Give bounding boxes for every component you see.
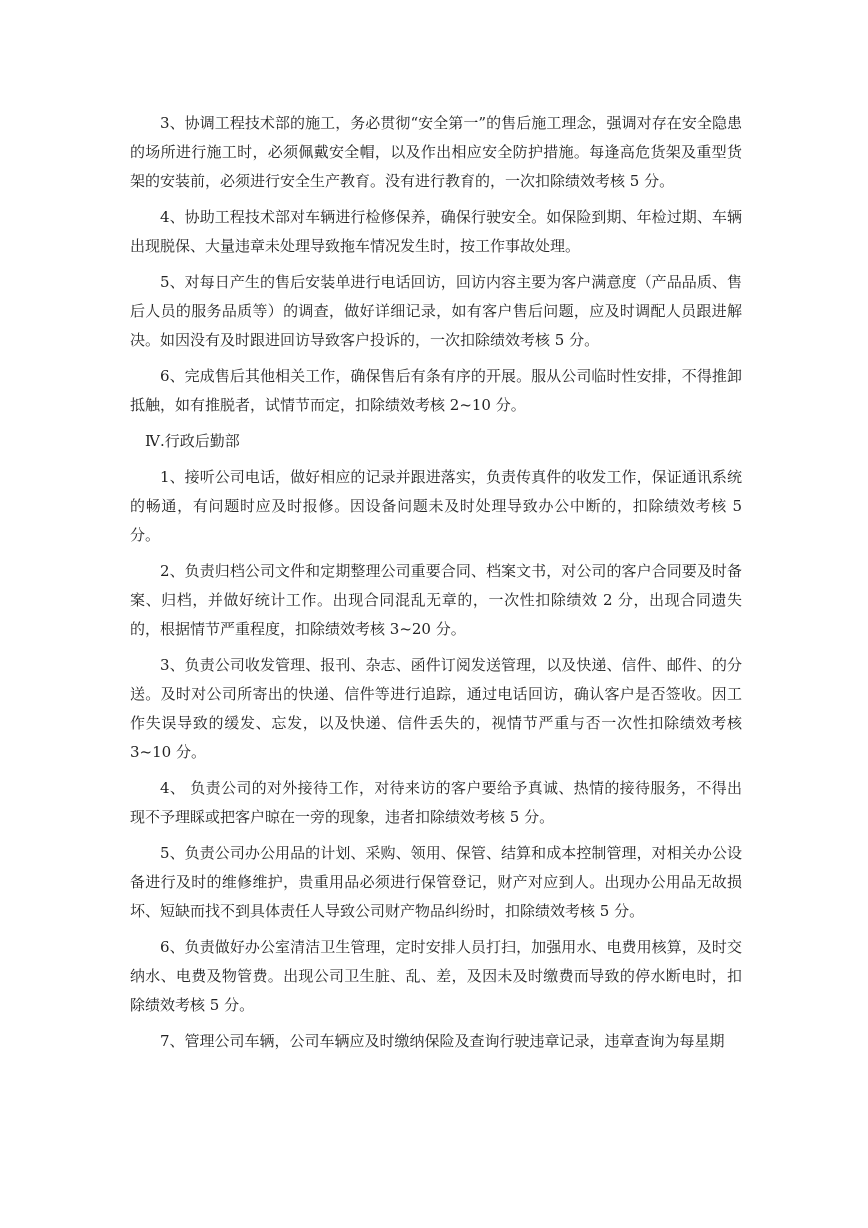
paragraph-admin-6-cleaning: 6、负责做好办公室清洁卫生管理，定时安排人员打扫，加强用水、电费用核算，及时交纳水、电费及物管费。出现公司卫生脏、乱、差，及因未及时缴费而导致的停水断电时，扣除绩效考核 5 分。 <box>130 938 742 1014</box>
paragraph-5-phone-followup: 5、对每日产生的售后安装单进行电话回访，回访内容主要为客户满意度（产品品质、售后人员的服务品质等）的调查，做好详细记录，如有客户售后问题，应及时调配人员跟进解决。如因没有及时跟进回访导致客户投诉的，一次扣除绩效考核 5 分。 <box>130 273 742 349</box>
paragraph-admin-4-reception: 4、 负责公司的对外接待工作，对待来访的客户要给予真诚、热情的接待服务，不得出现不予理睬或把客户晾在一旁的现象，违者扣除绩效考核 5 分。 <box>130 779 742 826</box>
document-page <box>130 109 742 1063</box>
section-heading: Ⅳ.行政后勤部 <box>145 432 240 450</box>
paragraph-4-vehicle-maintenance: 4、协助工程技术部对车辆进行检修保养，确保行驶安全。如保险到期、年检过期、车辆出现脱保、大量违章未处理导致拖车情况发生时，按工作事故处理。 <box>130 208 742 255</box>
paragraph-6-other-work: 6、完成售后其他相关工作，确保售后有条有序的开展。服从公司临时性安排，不得推卸抵触，如有推脱者，试情节而定，扣除绩效考核 2~10 分。 <box>130 367 742 414</box>
paragraph-admin-3-mail: 3、负责公司收发管理、报刊、杂志、函件订阅发送管理，以及快递、信件、邮件、的分送。及时对公司所寄出的快递、信件等进行追踪，通过电话回访，确认客户是否签收。因工作失误导致的缓发、忘发，以及快递、信件丢失的，视情节严重与否一次性扣除绩效考核 3~10 分。 <box>130 656 742 761</box>
paragraph-3-safety: 3、协调工程技术部的施工，务必贯彻“安全第一”的售后施工理念，强调对存在安全隐患的场所进行施工时，必须佩戴安全帽，以及作出相应安全防护措施。每逢高危货架及重型货架的安装前，必须进行安全生产教育。没有进行教育的，一次扣除绩效考核 5 分。 <box>130 114 742 190</box>
paragraph-admin-1-phone: 1、接听公司电话，做好相应的记录并跟进落实，负责传真件的收发工作，保证通讯系统的畅通，有问题时应及时报修。因设备问题未及时处理导致办公中断的，扣除绩效考核 5 分。 <box>130 468 742 544</box>
paragraph-admin-2-archive: 2、负责归档公司文件和定期整理公司重要合同、档案文书，对公司的客户合同要及时备案、归档，并做好统计工作。出现合同混乱无章的，一次性扣除绩效 2 分，出现合同遗失的，根据情节严重程度，扣除绩效考核 3~20 分。 <box>130 562 742 638</box>
paragraph-admin-7-vehicles: 7、管理公司车辆，公司车辆应及时缴纳保险及查询行驶违章记录，违章查询为每星期 <box>160 1032 725 1050</box>
paragraph-admin-5-supplies: 5、负责公司办公用品的计划、采购、领用、保管、结算和成本控制管理，对相关办公设备进行及时的维修维护，贵重用品必须进行保管登记，财产对应到人。出现办公用品无故损坏、短缺而找不到具体责任人导致公司财产物品纠纷时，扣除绩效考核 5 分。 <box>130 844 742 920</box>
